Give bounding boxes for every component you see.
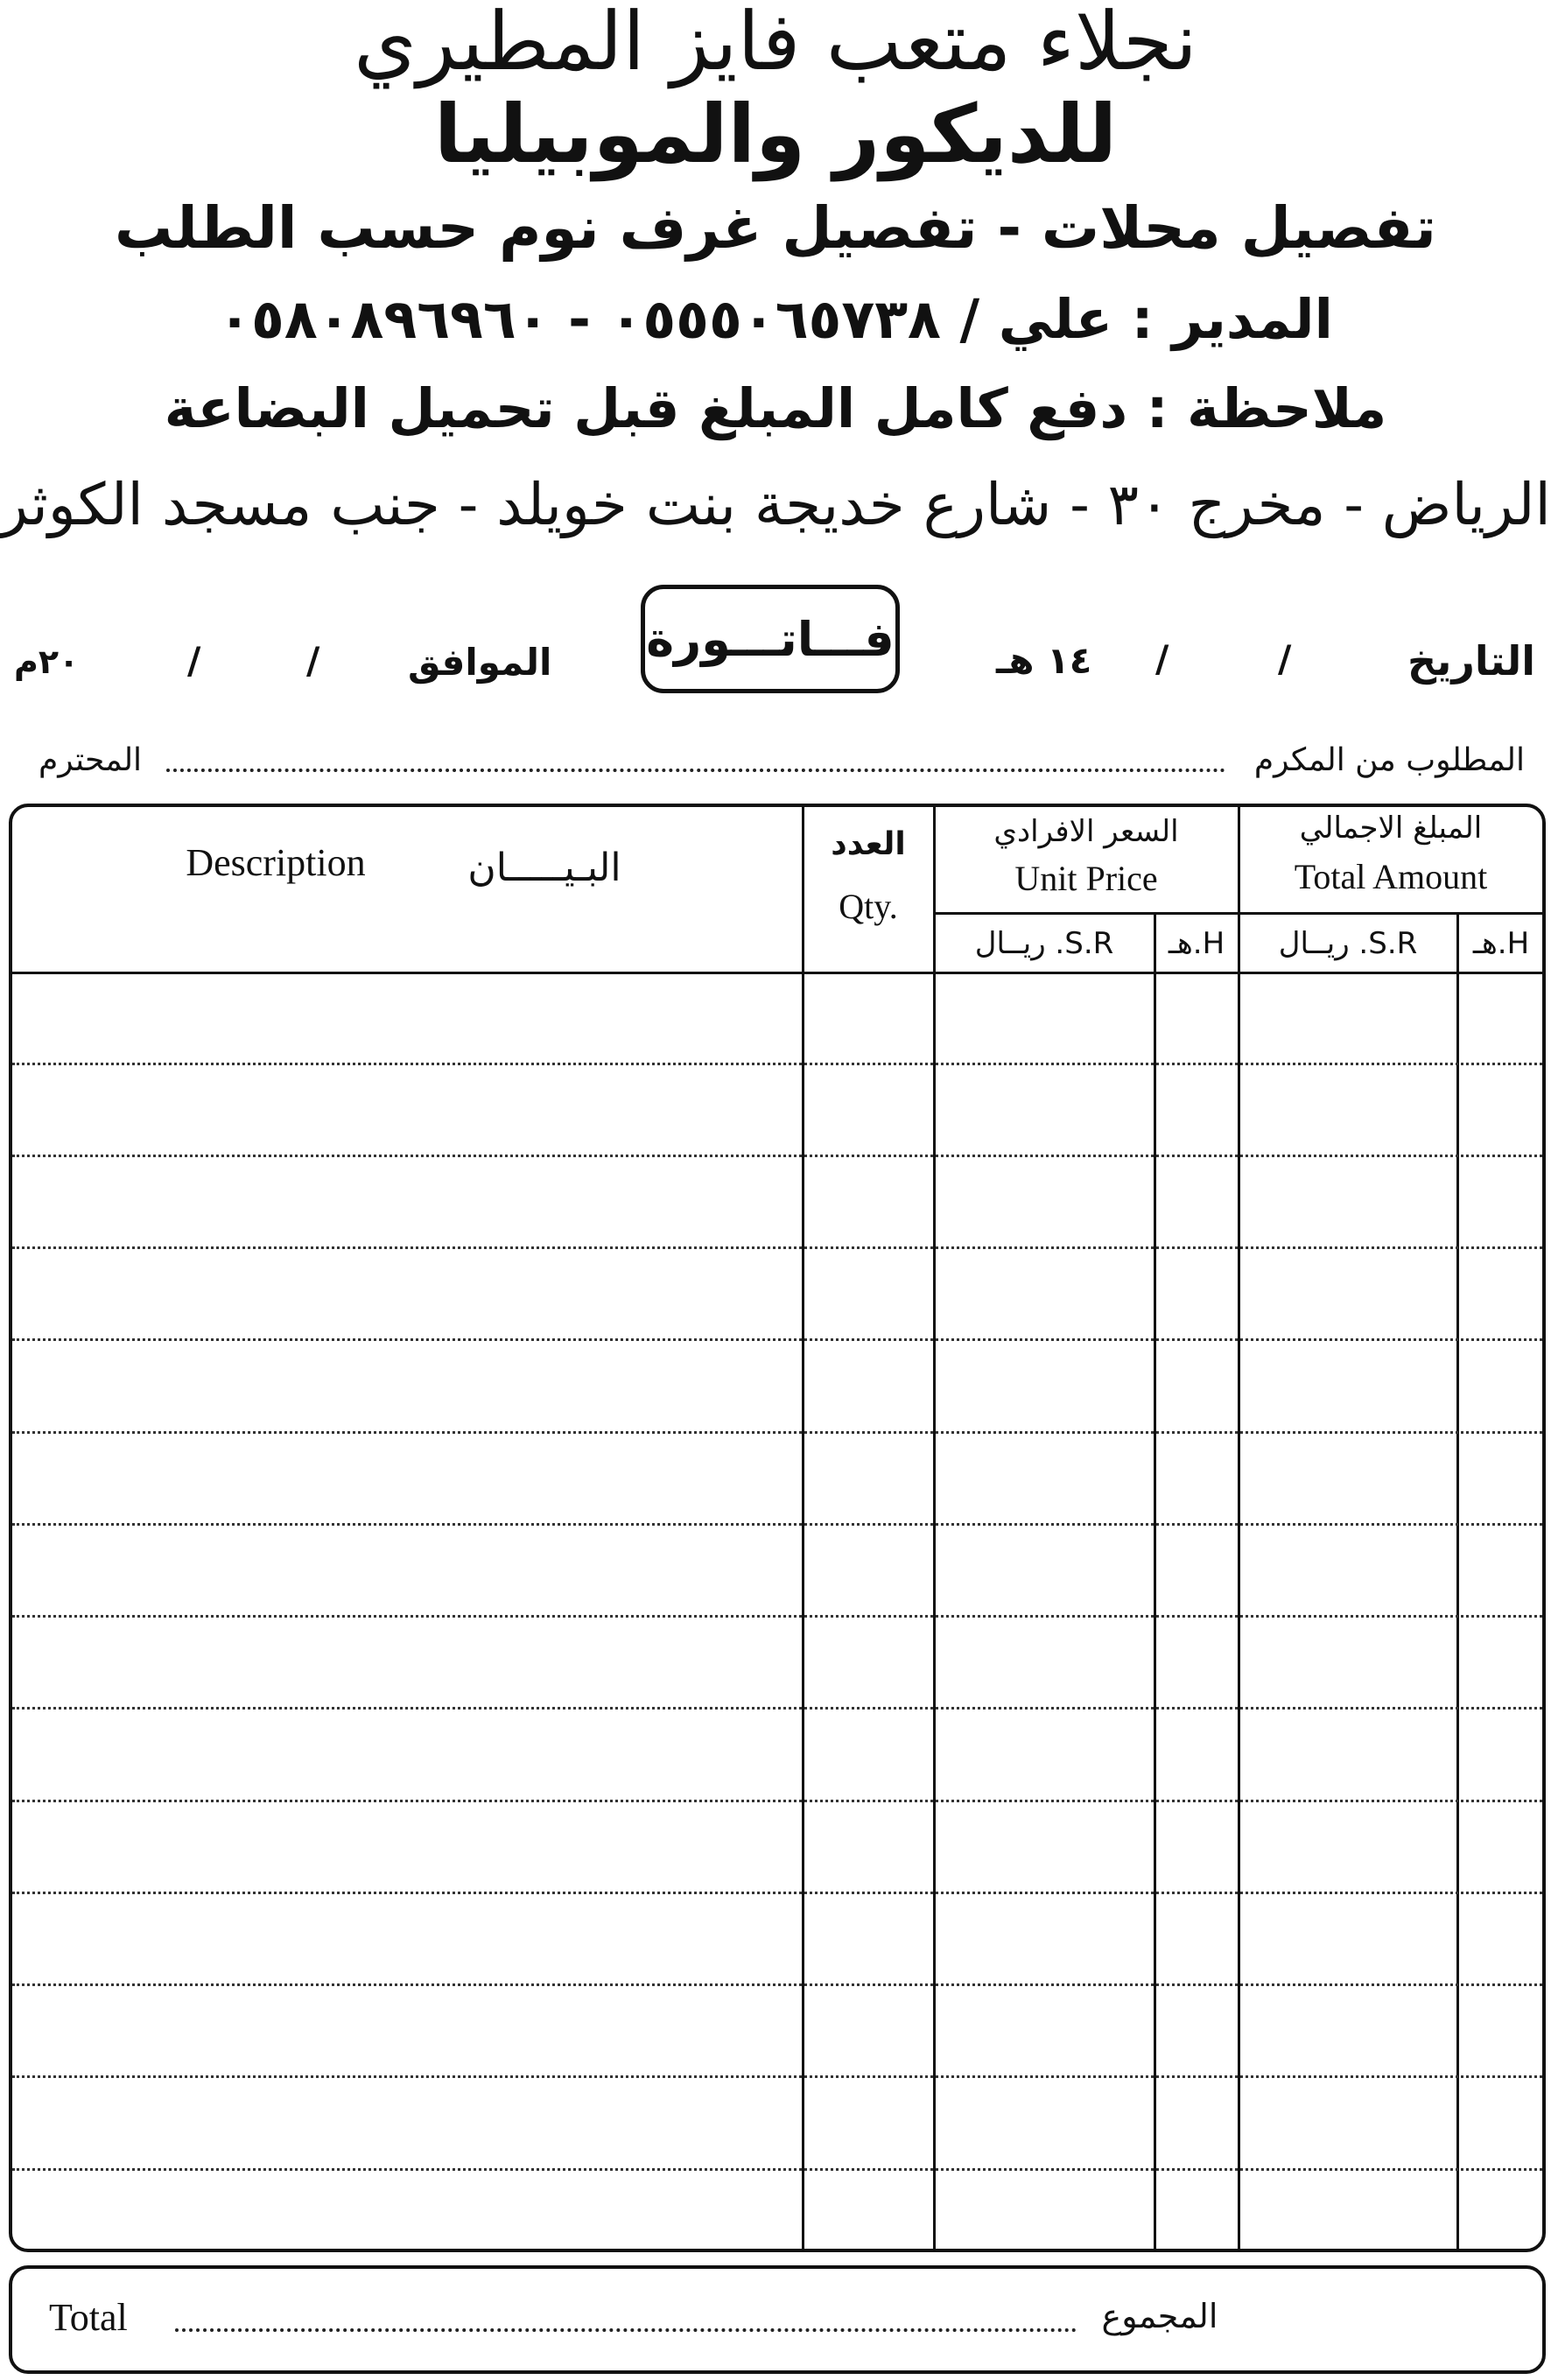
table-row[interactable] xyxy=(12,1523,1542,1526)
col-divider-total-halala xyxy=(1456,912,1459,2252)
total-amount-field[interactable] xyxy=(175,2328,1077,2332)
table-row[interactable] xyxy=(12,1246,1542,1249)
qty-en-header: Qty. xyxy=(839,887,898,926)
corresponding-label: الموافق xyxy=(408,641,552,684)
col-divider-unit-price xyxy=(1238,804,1240,2252)
total-ar-label: المجموع xyxy=(1101,2297,1218,2335)
table-row[interactable] xyxy=(12,1155,1542,1157)
address-line: الرياض - مخرج ٣٠ - شارع خديجة بنت خويلد - جنب مسجد الكوثر xyxy=(0,471,1551,538)
table-row[interactable] xyxy=(12,1338,1542,1341)
table-row[interactable] xyxy=(12,2075,1542,2078)
services-line: تفصيل محلات - تفصيل غرف نوم حسب الطلب xyxy=(115,194,1436,262)
total-halala-header: H.هـ xyxy=(1472,926,1530,961)
table-row[interactable] xyxy=(12,1063,1542,1065)
header-bottom-line xyxy=(11,972,1544,974)
gregorian-year-suffix: ٢٠م xyxy=(14,642,80,681)
company-subtitle: للديكور والموبيليا xyxy=(433,88,1118,181)
unit-price-riyal-header: S.R. ريــال xyxy=(974,926,1114,961)
respected-label: المحترم xyxy=(39,742,143,778)
total-box xyxy=(9,2265,1546,2374)
invoice-title-badge xyxy=(641,585,900,693)
manager-line: المدير : علي / ٠٥٥٥٠٦٥٧٣٨ - ٠٥٨٠٨٩٦٩٦٠ xyxy=(218,287,1333,351)
date-label: التاريخ xyxy=(1407,637,1535,685)
unit-price-en-header: Unit Price xyxy=(1014,859,1158,898)
note-line: ملاحظة : دفع كامل المبلغ قبل تحميل البضاعة xyxy=(164,376,1387,440)
unit-price-ar-header: السعر الافرادي xyxy=(993,814,1179,849)
total-amount-en-header: Total Amount xyxy=(1294,857,1488,896)
table-row[interactable] xyxy=(12,1615,1542,1618)
invoice-title: فـــاتـــورة xyxy=(646,611,895,667)
greg-slash-2: / xyxy=(187,639,201,682)
company-name: نجلاء متعب فايز المطيري xyxy=(354,0,1197,88)
price-subheader-line xyxy=(933,912,1542,915)
col-divider-unit-halala xyxy=(1154,912,1156,2252)
description-en-header: Description xyxy=(186,841,366,884)
hijri-year-suffix: ١٤ هـ xyxy=(996,639,1092,682)
total-en-label: Total xyxy=(49,2296,128,2339)
customer-name-field[interactable] xyxy=(166,769,1225,772)
table-row[interactable] xyxy=(12,2168,1542,2171)
col-divider-qty xyxy=(933,804,936,2252)
date-slash-1: / xyxy=(1278,637,1292,680)
col-divider-description xyxy=(802,804,804,2252)
table-row[interactable] xyxy=(12,1431,1542,1434)
unit-price-halala-header: H.هـ xyxy=(1168,926,1225,961)
table-row[interactable] xyxy=(12,1892,1542,1894)
table-row[interactable] xyxy=(12,1707,1542,1710)
total-riyal-header: S.R. ريــال xyxy=(1278,926,1418,961)
table-row[interactable] xyxy=(12,1983,1542,1986)
qty-ar-header: العدد xyxy=(831,826,906,862)
greg-slash-1: / xyxy=(306,639,320,682)
total-amount-ar-header: المبلغ الاجمالي xyxy=(1299,811,1483,846)
items-table xyxy=(9,804,1546,2252)
customer-label: المطلوب من المكرم xyxy=(1253,742,1525,778)
table-row[interactable] xyxy=(12,1800,1542,1802)
date-slash-2: / xyxy=(1155,637,1169,680)
description-ar-header: البـيـــــان xyxy=(467,846,621,890)
